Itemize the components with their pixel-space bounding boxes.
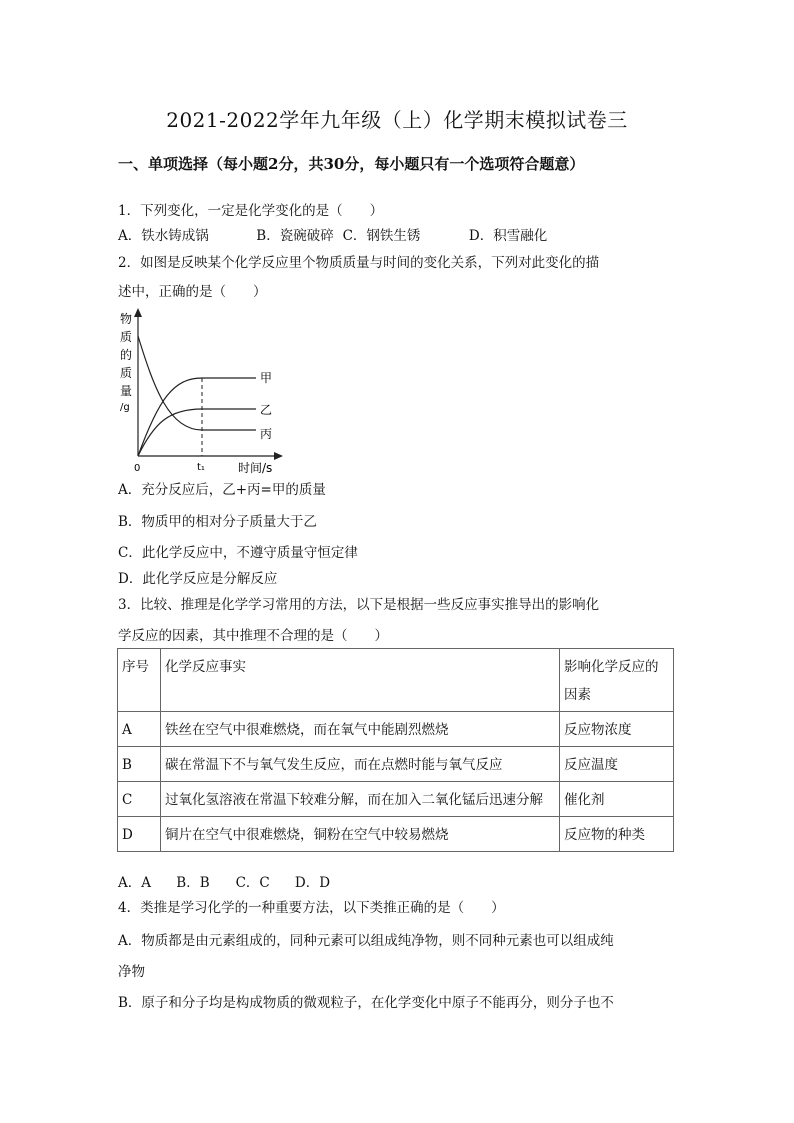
y-label-char-0: 物 <box>120 312 133 326</box>
series-label-yi: 乙 <box>260 403 273 417</box>
q1-option-d: D．积雪融化 <box>468 228 548 244</box>
q3-stem-line1: 3．比较、推理是化学学习常用的方法，以下是根据一些反应事实推导出的影响化 <box>118 597 600 613</box>
curve-yi <box>138 409 256 456</box>
series-label-bing: 丙 <box>260 427 273 441</box>
q3-options <box>118 871 330 891</box>
row-factor: 反应物的种类 <box>560 817 674 852</box>
q2-stem-line2: 述中，正确的是（ ） <box>118 284 267 300</box>
q4-option-a-line1: A．物质都是由元素组成的，同种元素可以组成纯净物，则不同种元素也可以组成纯 <box>118 933 614 949</box>
q1-option-b: B．瓷碗破碎 <box>256 228 334 244</box>
row-factor: 反应温度 <box>560 747 674 782</box>
q2-option-d: D．此化学反应是分解反应 <box>118 571 278 587</box>
q3-option-b: B．B <box>176 875 210 891</box>
header-fact: 化学反应事实 <box>161 649 560 712</box>
q3-option-a: A．A <box>118 875 151 891</box>
row-fact: 碳在常温下不与氧气发生反应，而在点燃时能与氧气反应 <box>161 747 560 782</box>
q1-options <box>118 224 547 244</box>
x-axis-label: 时间/s <box>238 461 273 474</box>
y-axis-arrow <box>134 308 142 317</box>
q4-stem: 4．类推是学习化学的一种重要方法，以下类推正确的是（ ） <box>118 900 505 916</box>
q2-option-b: B．物质甲的相对分子质量大于乙 <box>118 514 317 530</box>
x-axis-arrow <box>274 452 283 460</box>
origin-label: 0 <box>134 463 141 474</box>
header-index: 序号 <box>118 649 161 712</box>
row-fact: 铁丝在空气中很难燃烧，而在氧气中能剧烈燃烧 <box>161 712 560 747</box>
row-factor: 催化剂 <box>560 782 674 817</box>
q3-reaction-table <box>117 648 674 852</box>
q2-mass-time-graph <box>114 308 284 474</box>
q1-option-c: C．钢铁生锈 <box>342 228 421 244</box>
exam-title: 2021-2022学年九年级（上）化学期末模拟试卷三 <box>166 108 628 132</box>
q4-option-b-line1: B．原子和分子均是构成物质的微观粒子，在化学变化中原子不能再分，则分子也不 <box>118 995 614 1011</box>
series-label-jia: 甲 <box>260 371 273 385</box>
q1-stem: 1．下列变化，一定是化学变化的是（ ） <box>118 203 384 219</box>
q2-option-c: C．此化学反应中，不遵守质量守恒定律 <box>118 545 358 561</box>
y-label-char-1: 质 <box>120 330 133 344</box>
q3-stem-line2: 学反应的因素，其中推理不合理的是（ ） <box>118 628 388 644</box>
q1-option-a: A．铁水铸成锅 <box>118 228 209 244</box>
table-row <box>118 712 674 747</box>
row-index: B <box>118 747 161 782</box>
q3-option-c: C．C <box>235 875 270 891</box>
q3-option-d: D．D <box>294 875 331 891</box>
q2-stem-line1: 2．如图是反映某个化学反应里个物质质量与时间的变化关系，下列对此变化的描 <box>118 255 600 271</box>
table-header-row <box>118 649 674 712</box>
y-label-char-2: 的 <box>120 348 133 362</box>
y-label-char-5: /g <box>120 402 130 413</box>
table-row <box>118 747 674 782</box>
row-fact: 过氧化氢溶液在常温下较难分解，而在加入二氧化锰后迅速分解 <box>161 782 560 817</box>
y-label-char-4: 量 <box>120 384 133 398</box>
y-label-char-3: 质 <box>120 366 133 380</box>
row-index: C <box>118 782 161 817</box>
q2-option-a: A．充分反应后，乙+丙=甲的质量 <box>118 482 326 498</box>
row-index: A <box>118 712 161 747</box>
header-factor: 影响化学反应的因素 <box>560 649 674 712</box>
t1-label: t₁ <box>197 462 205 473</box>
table-row <box>118 817 674 852</box>
row-factor: 反应物浓度 <box>560 712 674 747</box>
curve-jia <box>138 378 256 456</box>
row-fact: 铜片在空气中很难燃烧，铜粉在空气中较易燃烧 <box>161 817 560 852</box>
q4-option-a-line2: 净物 <box>118 964 145 980</box>
row-index: D <box>118 817 161 852</box>
curve-bing <box>138 336 256 430</box>
section-heading: 一、单项选择（每小题2分，共30分，每小题只有一个选项符合题意） <box>118 155 585 173</box>
table-row <box>118 782 674 817</box>
